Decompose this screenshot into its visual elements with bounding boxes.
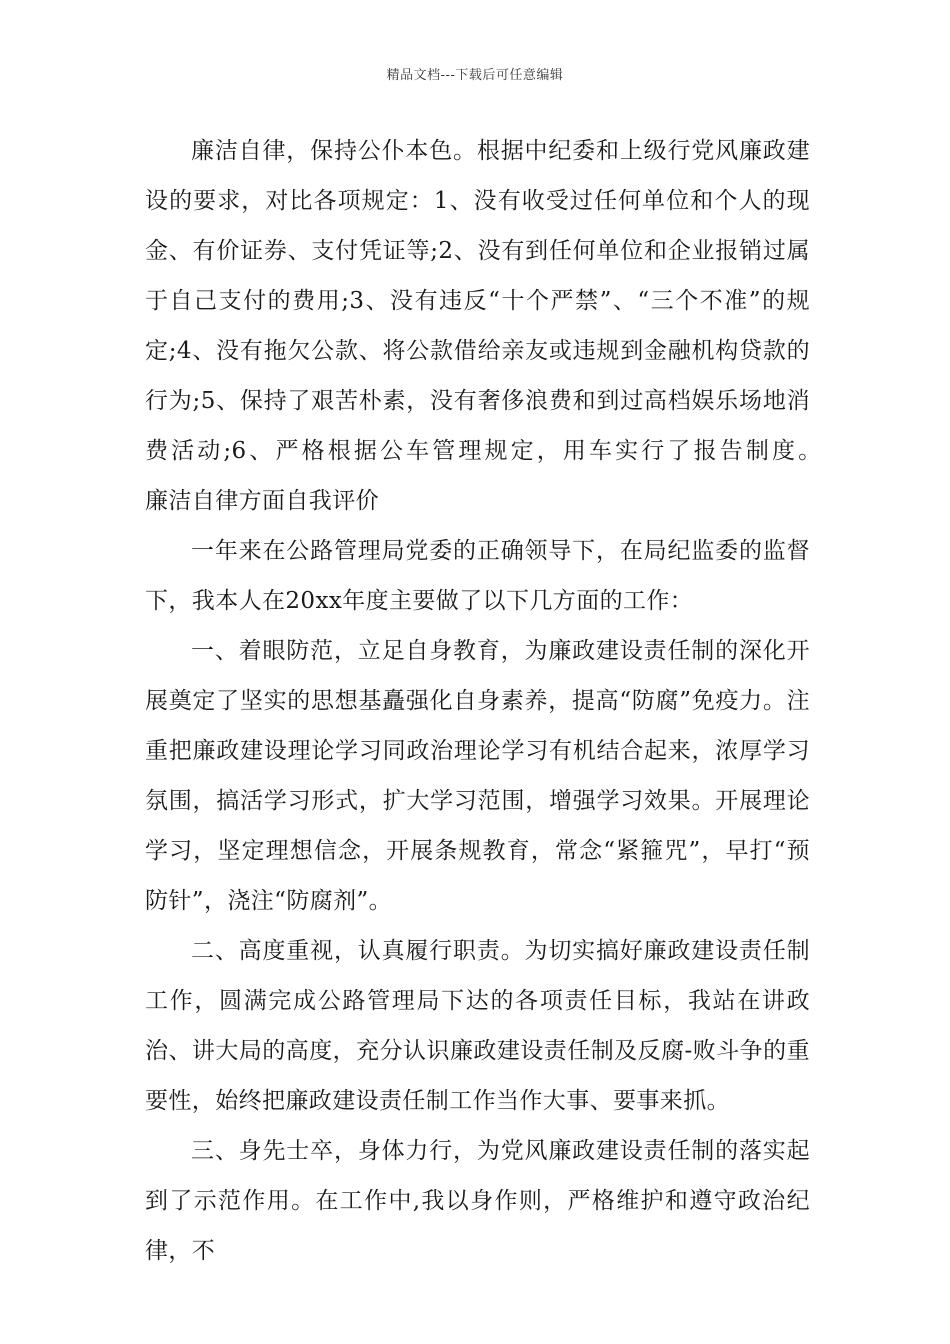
paragraph-point-three: 三、身先士卒，身体力行，为党风廉政建设责任制的落实起到了示范作用。在工作中,我以身作则，严格维护和遵守政治纪律，不 <box>145 1138 810 1264</box>
paragraph-annual-intro: 一年来在公路管理局党委的正确领导下，在局纪监委的监督下，我本人在20xx年度主要做了以下几方面的工作： <box>145 538 810 614</box>
paragraph-point-two: 二、高度重视，认真履行职责。为切实搞好廉政建设责任制工作，圆满完成公路管理局下达的各项责任目标，我站在讲政治、讲大局的高度，充分认识廉政建设责任制及反腐-败斗争的重要性，始终把廉政建设责任制工作当作大事、要事来抓。 <box>145 938 810 1114</box>
paragraph-point-one: 一、着眼防范，立足自身教育，为廉政建设责任制的深化开展奠定了坚实的思想基矗强化自身素养，提高“防腐”免疫力。注重把廉政建设理论学习同政治理论学习有机结合起来，浓厚学习氛围，搞活学习形式，扩大学习范围，增强学习效果。开展理论学习，坚定理想信念，开展条规教育，常念“紧箍咒”，早打“预防针”，浇注“防腐剂”。 <box>145 638 810 914</box>
page-header: 精品文档---下载后可任意编辑 <box>386 68 564 83</box>
paragraph-self-discipline: 廉洁自律，保持公仆本色。根据中纪委和上级行党风廉政建设的要求，对比各项规定：1、没有收受过任何单位和个人的现金、有价证券、支付凭证等;2、没有到任何单位和企业报销过属于自己支付的费用;3、没有违反“十个严禁”、“三个不准”的规定;4、没有拖欠公款、将公款借给亲友或违规到金融机构贷款的行为;5、保持了艰苦朴素，没有奢侈浪费和到过高档娱乐场地消费活动;6、严格根据公车管理规定，用车实行了报告制度。 廉洁自律方面自我评价 <box>145 138 857 514</box>
document-body <box>145 126 857 1276</box>
